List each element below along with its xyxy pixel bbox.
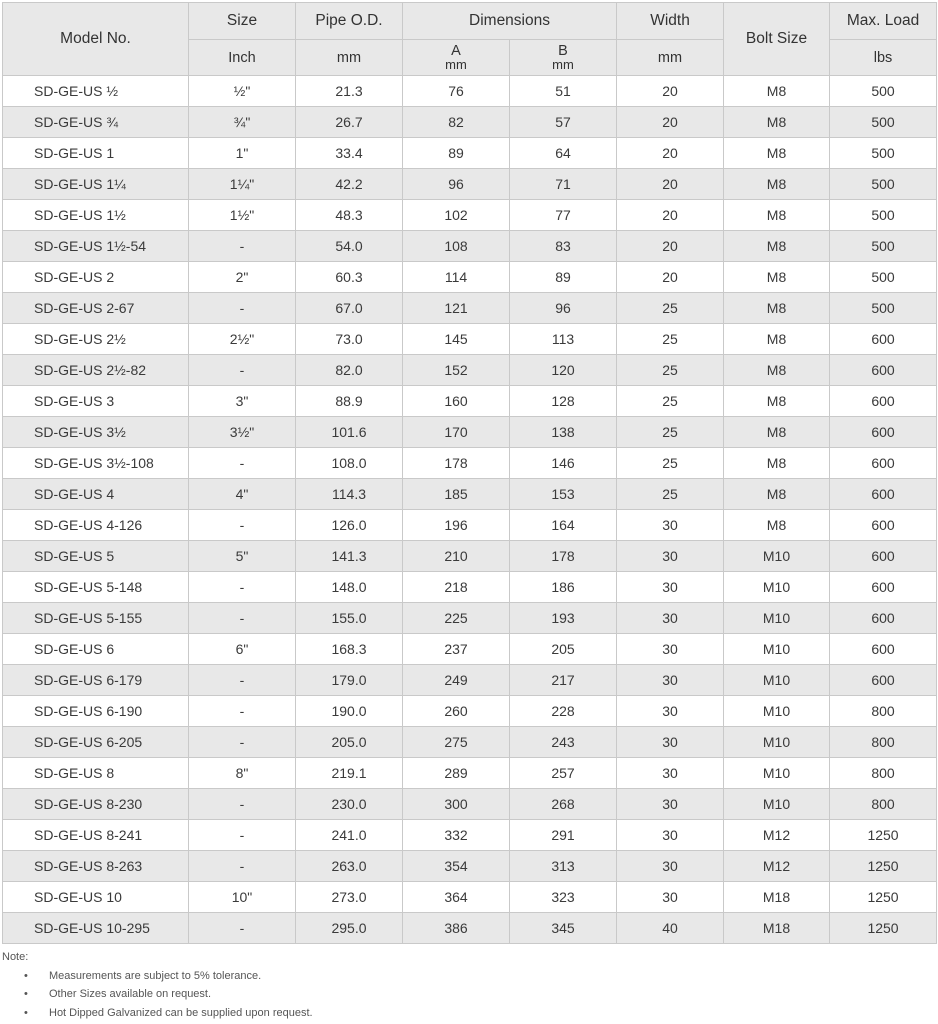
cell-size: 5" — [189, 541, 296, 572]
cell-bolt-size: M8 — [724, 107, 830, 138]
cell-dim-a: 108 — [403, 231, 510, 262]
cell-width: 20 — [617, 231, 724, 262]
cell-model-no: SD-GE-US 8 — [3, 758, 189, 789]
table-row — [3, 882, 937, 913]
header-dim-a — [403, 40, 510, 76]
cell-dim-a: 210 — [403, 541, 510, 572]
spec-table — [2, 2, 937, 944]
header-dim-a-unit: mm — [445, 56, 467, 72]
table-row — [3, 913, 937, 944]
cell-dim-a: 260 — [403, 696, 510, 727]
cell-max-load: 800 — [830, 789, 937, 820]
bullet-icon: • — [24, 1006, 28, 1019]
cell-max-load: 600 — [830, 510, 937, 541]
cell-model-no: SD-GE-US 3½ — [3, 417, 189, 448]
cell-model-no: SD-GE-US 8-241 — [3, 820, 189, 851]
cell-bolt-size: M8 — [724, 138, 830, 169]
cell-model-no: SD-GE-US 2½-82 — [3, 355, 189, 386]
table-row — [3, 138, 937, 169]
header-dimensions: Dimensions — [403, 3, 617, 40]
cell-bolt-size: M8 — [724, 479, 830, 510]
cell-bolt-size: M12 — [724, 851, 830, 882]
table-row — [3, 727, 937, 758]
cell-size: - — [189, 913, 296, 944]
header-max-load-unit: lbs — [830, 40, 937, 76]
cell-dim-a: 89 — [403, 138, 510, 169]
cell-size: - — [189, 510, 296, 541]
cell-model-no: SD-GE-US 10-295 — [3, 913, 189, 944]
cell-dim-b: 323 — [510, 882, 617, 913]
cell-dim-b: 146 — [510, 448, 617, 479]
cell-dim-b: 217 — [510, 665, 617, 696]
cell-width: 40 — [617, 913, 724, 944]
cell-bolt-size: M8 — [724, 355, 830, 386]
cell-pipe-od: 205.0 — [296, 727, 403, 758]
cell-dim-b: 243 — [510, 727, 617, 758]
cell-width: 20 — [617, 107, 724, 138]
cell-pipe-od: 33.4 — [296, 138, 403, 169]
cell-width: 30 — [617, 634, 724, 665]
cell-width: 20 — [617, 200, 724, 231]
table-row — [3, 572, 937, 603]
table-row — [3, 293, 937, 324]
cell-max-load: 600 — [830, 355, 937, 386]
cell-dim-b: 51 — [510, 76, 617, 107]
cell-model-no: SD-GE-US 5 — [3, 541, 189, 572]
cell-size: 1¼" — [189, 169, 296, 200]
cell-max-load: 500 — [830, 262, 937, 293]
cell-max-load: 500 — [830, 293, 937, 324]
note-item — [2, 967, 932, 986]
cell-size: - — [189, 820, 296, 851]
cell-dim-b: 128 — [510, 386, 617, 417]
cell-dim-a: 152 — [403, 355, 510, 386]
cell-pipe-od: 54.0 — [296, 231, 403, 262]
table-row — [3, 107, 937, 138]
table-row — [3, 448, 937, 479]
cell-bolt-size: M8 — [724, 200, 830, 231]
table-row — [3, 665, 937, 696]
cell-size: ½" — [189, 76, 296, 107]
cell-dim-a: 160 — [403, 386, 510, 417]
cell-dim-b: 178 — [510, 541, 617, 572]
cell-width: 25 — [617, 448, 724, 479]
cell-width: 30 — [617, 510, 724, 541]
table-row — [3, 386, 937, 417]
cell-bolt-size: M8 — [724, 231, 830, 262]
cell-width: 30 — [617, 727, 724, 758]
cell-model-no: SD-GE-US 6-179 — [3, 665, 189, 696]
cell-width: 25 — [617, 386, 724, 417]
cell-size: 1" — [189, 138, 296, 169]
cell-bolt-size: M8 — [724, 324, 830, 355]
cell-size: 8" — [189, 758, 296, 789]
cell-bolt-size: M8 — [724, 417, 830, 448]
cell-dim-b: 113 — [510, 324, 617, 355]
cell-size: - — [189, 665, 296, 696]
cell-width: 30 — [617, 572, 724, 603]
notes-list — [2, 967, 932, 1023]
cell-max-load: 1250 — [830, 820, 937, 851]
cell-dim-a: 364 — [403, 882, 510, 913]
cell-width: 25 — [617, 293, 724, 324]
table-row — [3, 479, 937, 510]
cell-pipe-od: 241.0 — [296, 820, 403, 851]
cell-pipe-od: 60.3 — [296, 262, 403, 293]
cell-dim-b: 345 — [510, 913, 617, 944]
cell-dim-a: 275 — [403, 727, 510, 758]
cell-bolt-size: M10 — [724, 789, 830, 820]
cell-dim-b: 71 — [510, 169, 617, 200]
cell-pipe-od: 190.0 — [296, 696, 403, 727]
cell-bolt-size: M10 — [724, 572, 830, 603]
table-row — [3, 355, 937, 386]
cell-size: - — [189, 696, 296, 727]
cell-model-no: SD-GE-US 2-67 — [3, 293, 189, 324]
cell-bolt-size: M8 — [724, 169, 830, 200]
cell-size: 1½" — [189, 200, 296, 231]
cell-model-no: SD-GE-US 1½-54 — [3, 231, 189, 262]
cell-bolt-size: M10 — [724, 696, 830, 727]
note-item — [2, 1004, 932, 1023]
cell-max-load: 600 — [830, 417, 937, 448]
table-row — [3, 541, 937, 572]
cell-model-no: SD-GE-US 10 — [3, 882, 189, 913]
cell-width: 25 — [617, 417, 724, 448]
header-size: Size — [189, 3, 296, 40]
cell-pipe-od: 263.0 — [296, 851, 403, 882]
cell-bolt-size: M18 — [724, 882, 830, 913]
cell-max-load: 600 — [830, 665, 937, 696]
cell-dim-a: 102 — [403, 200, 510, 231]
cell-size: 6" — [189, 634, 296, 665]
bullet-icon: • — [24, 969, 28, 982]
cell-bolt-size: M8 — [724, 448, 830, 479]
cell-dim-a: 237 — [403, 634, 510, 665]
cell-pipe-od: 88.9 — [296, 386, 403, 417]
table-row — [3, 76, 937, 107]
cell-model-no: SD-GE-US ½ — [3, 76, 189, 107]
cell-dim-a: 196 — [403, 510, 510, 541]
cell-max-load: 500 — [830, 138, 937, 169]
header-model: Model No. — [3, 3, 189, 76]
cell-dim-b: 257 — [510, 758, 617, 789]
header-dim-b-label: B — [558, 42, 568, 59]
cell-dim-a: 178 — [403, 448, 510, 479]
cell-model-no: SD-GE-US 5-148 — [3, 572, 189, 603]
cell-pipe-od: 295.0 — [296, 913, 403, 944]
cell-bolt-size: M8 — [724, 386, 830, 417]
cell-dim-a: 96 — [403, 169, 510, 200]
cell-model-no: SD-GE-US 6-190 — [3, 696, 189, 727]
header-width-unit: mm — [617, 40, 724, 76]
table-row — [3, 820, 937, 851]
cell-max-load: 800 — [830, 727, 937, 758]
cell-size: - — [189, 231, 296, 262]
cell-max-load: 600 — [830, 541, 937, 572]
notes-section — [2, 948, 932, 1022]
cell-pipe-od: 101.6 — [296, 417, 403, 448]
table-row — [3, 200, 937, 231]
table-row — [3, 696, 937, 727]
cell-dim-b: 228 — [510, 696, 617, 727]
cell-max-load: 1250 — [830, 851, 937, 882]
table-row — [3, 603, 937, 634]
table-row — [3, 758, 937, 789]
cell-dim-a: 386 — [403, 913, 510, 944]
cell-dim-b: 83 — [510, 231, 617, 262]
cell-dim-a: 218 — [403, 572, 510, 603]
cell-model-no: SD-GE-US 2½ — [3, 324, 189, 355]
cell-width: 25 — [617, 479, 724, 510]
cell-width: 30 — [617, 758, 724, 789]
cell-dim-b: 153 — [510, 479, 617, 510]
cell-dim-b: 268 — [510, 789, 617, 820]
cell-max-load: 500 — [830, 200, 937, 231]
cell-max-load: 500 — [830, 169, 937, 200]
cell-max-load: 600 — [830, 386, 937, 417]
cell-max-load: 600 — [830, 572, 937, 603]
header-width: Width — [617, 3, 724, 40]
cell-dim-b: 57 — [510, 107, 617, 138]
cell-dim-a: 76 — [403, 76, 510, 107]
cell-max-load: 500 — [830, 76, 937, 107]
cell-dim-b: 164 — [510, 510, 617, 541]
table-row — [3, 231, 937, 262]
cell-max-load: 600 — [830, 603, 937, 634]
note-text: Other Sizes available on request. — [49, 988, 212, 1000]
cell-pipe-od: 82.0 — [296, 355, 403, 386]
cell-bolt-size: M10 — [724, 758, 830, 789]
table-body — [3, 76, 937, 944]
cell-dim-a: 170 — [403, 417, 510, 448]
cell-width: 30 — [617, 665, 724, 696]
cell-dim-a: 225 — [403, 603, 510, 634]
cell-width: 25 — [617, 324, 724, 355]
cell-dim-b: 291 — [510, 820, 617, 851]
cell-size: 2½" — [189, 324, 296, 355]
cell-pipe-od: 48.3 — [296, 200, 403, 231]
cell-width: 30 — [617, 696, 724, 727]
cell-model-no: SD-GE-US 3 — [3, 386, 189, 417]
table-header — [3, 3, 937, 76]
cell-max-load: 800 — [830, 758, 937, 789]
table-row — [3, 510, 937, 541]
cell-bolt-size: M10 — [724, 727, 830, 758]
cell-width: 20 — [617, 262, 724, 293]
header-size-unit: Inch — [189, 40, 296, 76]
header-dim-b — [510, 40, 617, 76]
note-item — [2, 985, 932, 1004]
cell-width: 20 — [617, 76, 724, 107]
cell-pipe-od: 219.1 — [296, 758, 403, 789]
cell-max-load: 600 — [830, 634, 937, 665]
cell-pipe-od: 273.0 — [296, 882, 403, 913]
header-pipe-od-unit: mm — [296, 40, 403, 76]
cell-dim-b: 120 — [510, 355, 617, 386]
cell-model-no: SD-GE-US 8-263 — [3, 851, 189, 882]
cell-dim-b: 89 — [510, 262, 617, 293]
cell-bolt-size: M10 — [724, 603, 830, 634]
cell-pipe-od: 168.3 — [296, 634, 403, 665]
cell-dim-b: 205 — [510, 634, 617, 665]
cell-dim-b: 138 — [510, 417, 617, 448]
cell-dim-b: 186 — [510, 572, 617, 603]
table-row — [3, 169, 937, 200]
cell-size: - — [189, 789, 296, 820]
cell-width: 20 — [617, 138, 724, 169]
cell-size: - — [189, 603, 296, 634]
cell-width: 20 — [617, 169, 724, 200]
cell-width: 30 — [617, 882, 724, 913]
cell-dim-a: 249 — [403, 665, 510, 696]
cell-width: 25 — [617, 355, 724, 386]
table-row — [3, 262, 937, 293]
cell-size: 4" — [189, 479, 296, 510]
cell-bolt-size: M8 — [724, 76, 830, 107]
table-row — [3, 417, 937, 448]
cell-size: 2" — [189, 262, 296, 293]
cell-size: - — [189, 293, 296, 324]
cell-dim-a: 114 — [403, 262, 510, 293]
cell-model-no: SD-GE-US 3½-108 — [3, 448, 189, 479]
cell-model-no: SD-GE-US 2 — [3, 262, 189, 293]
cell-dim-a: 82 — [403, 107, 510, 138]
note-text: Measurements are subject to 5% tolerance. — [49, 969, 262, 982]
header-max-load: Max. Load — [830, 3, 937, 40]
bullet-icon: • — [24, 988, 28, 1000]
cell-dim-a: 332 — [403, 820, 510, 851]
cell-dim-b: 64 — [510, 138, 617, 169]
cell-max-load: 1250 — [830, 882, 937, 913]
cell-dim-b: 313 — [510, 851, 617, 882]
cell-model-no: SD-GE-US 6-205 — [3, 727, 189, 758]
cell-pipe-od: 42.2 — [296, 169, 403, 200]
cell-pipe-od: 179.0 — [296, 665, 403, 696]
cell-dim-a: 300 — [403, 789, 510, 820]
cell-pipe-od: 67.0 — [296, 293, 403, 324]
cell-size: - — [189, 851, 296, 882]
table-row — [3, 324, 937, 355]
cell-pipe-od: 73.0 — [296, 324, 403, 355]
cell-pipe-od: 230.0 — [296, 789, 403, 820]
table-row — [3, 851, 937, 882]
cell-model-no: SD-GE-US 8-230 — [3, 789, 189, 820]
cell-size: ¾" — [189, 107, 296, 138]
cell-size: - — [189, 355, 296, 386]
cell-size: 10" — [189, 882, 296, 913]
cell-pipe-od: 126.0 — [296, 510, 403, 541]
cell-width: 30 — [617, 789, 724, 820]
cell-dim-a: 354 — [403, 851, 510, 882]
cell-bolt-size: M8 — [724, 293, 830, 324]
cell-size: - — [189, 572, 296, 603]
cell-bolt-size: M10 — [724, 541, 830, 572]
cell-dim-a: 185 — [403, 479, 510, 510]
cell-width: 30 — [617, 603, 724, 634]
cell-size: 3" — [189, 386, 296, 417]
cell-model-no: SD-GE-US 4-126 — [3, 510, 189, 541]
cell-max-load: 500 — [830, 107, 937, 138]
header-dim-b-unit: mm — [552, 56, 574, 72]
cell-model-no: SD-GE-US 4 — [3, 479, 189, 510]
cell-model-no: SD-GE-US 1¼ — [3, 169, 189, 200]
cell-pipe-od: 141.3 — [296, 541, 403, 572]
cell-model-no: SD-GE-US 6 — [3, 634, 189, 665]
cell-max-load: 600 — [830, 479, 937, 510]
cell-width: 30 — [617, 851, 724, 882]
cell-pipe-od: 108.0 — [296, 448, 403, 479]
cell-max-load: 500 — [830, 231, 937, 262]
cell-size: - — [189, 448, 296, 479]
cell-pipe-od: 21.3 — [296, 76, 403, 107]
header-bolt-size: Bolt Size — [724, 3, 830, 76]
cell-model-no: SD-GE-US 1 — [3, 138, 189, 169]
cell-bolt-size: M10 — [724, 634, 830, 665]
cell-bolt-size: M10 — [724, 665, 830, 696]
cell-model-no: SD-GE-US 1½ — [3, 200, 189, 231]
cell-width: 30 — [617, 541, 724, 572]
header-dim-a-label: A — [451, 42, 461, 59]
cell-model-no: SD-GE-US 5-155 — [3, 603, 189, 634]
cell-pipe-od: 114.3 — [296, 479, 403, 510]
cell-dim-b: 96 — [510, 293, 617, 324]
cell-pipe-od: 26.7 — [296, 107, 403, 138]
cell-max-load: 1250 — [830, 913, 937, 944]
cell-model-no: SD-GE-US ¾ — [3, 107, 189, 138]
cell-size: - — [189, 727, 296, 758]
cell-width: 30 — [617, 820, 724, 851]
notes-label: Note: — [2, 951, 29, 963]
cell-size: 3½" — [189, 417, 296, 448]
table-row — [3, 634, 937, 665]
cell-dim-b: 193 — [510, 603, 617, 634]
cell-max-load: 800 — [830, 696, 937, 727]
header-pipe-od: Pipe O.D. — [296, 3, 403, 40]
cell-bolt-size: M18 — [724, 913, 830, 944]
note-text: Hot Dipped Galvanized can be supplied upon request. — [49, 1006, 313, 1019]
cell-bolt-size: M8 — [724, 262, 830, 293]
cell-pipe-od: 148.0 — [296, 572, 403, 603]
cell-dim-a: 289 — [403, 758, 510, 789]
cell-bolt-size: M8 — [724, 510, 830, 541]
cell-pipe-od: 155.0 — [296, 603, 403, 634]
cell-bolt-size: M12 — [724, 820, 830, 851]
table-row — [3, 789, 937, 820]
cell-dim-a: 145 — [403, 324, 510, 355]
cell-dim-b: 77 — [510, 200, 617, 231]
cell-dim-a: 121 — [403, 293, 510, 324]
cell-max-load: 600 — [830, 448, 937, 479]
cell-max-load: 600 — [830, 324, 937, 355]
